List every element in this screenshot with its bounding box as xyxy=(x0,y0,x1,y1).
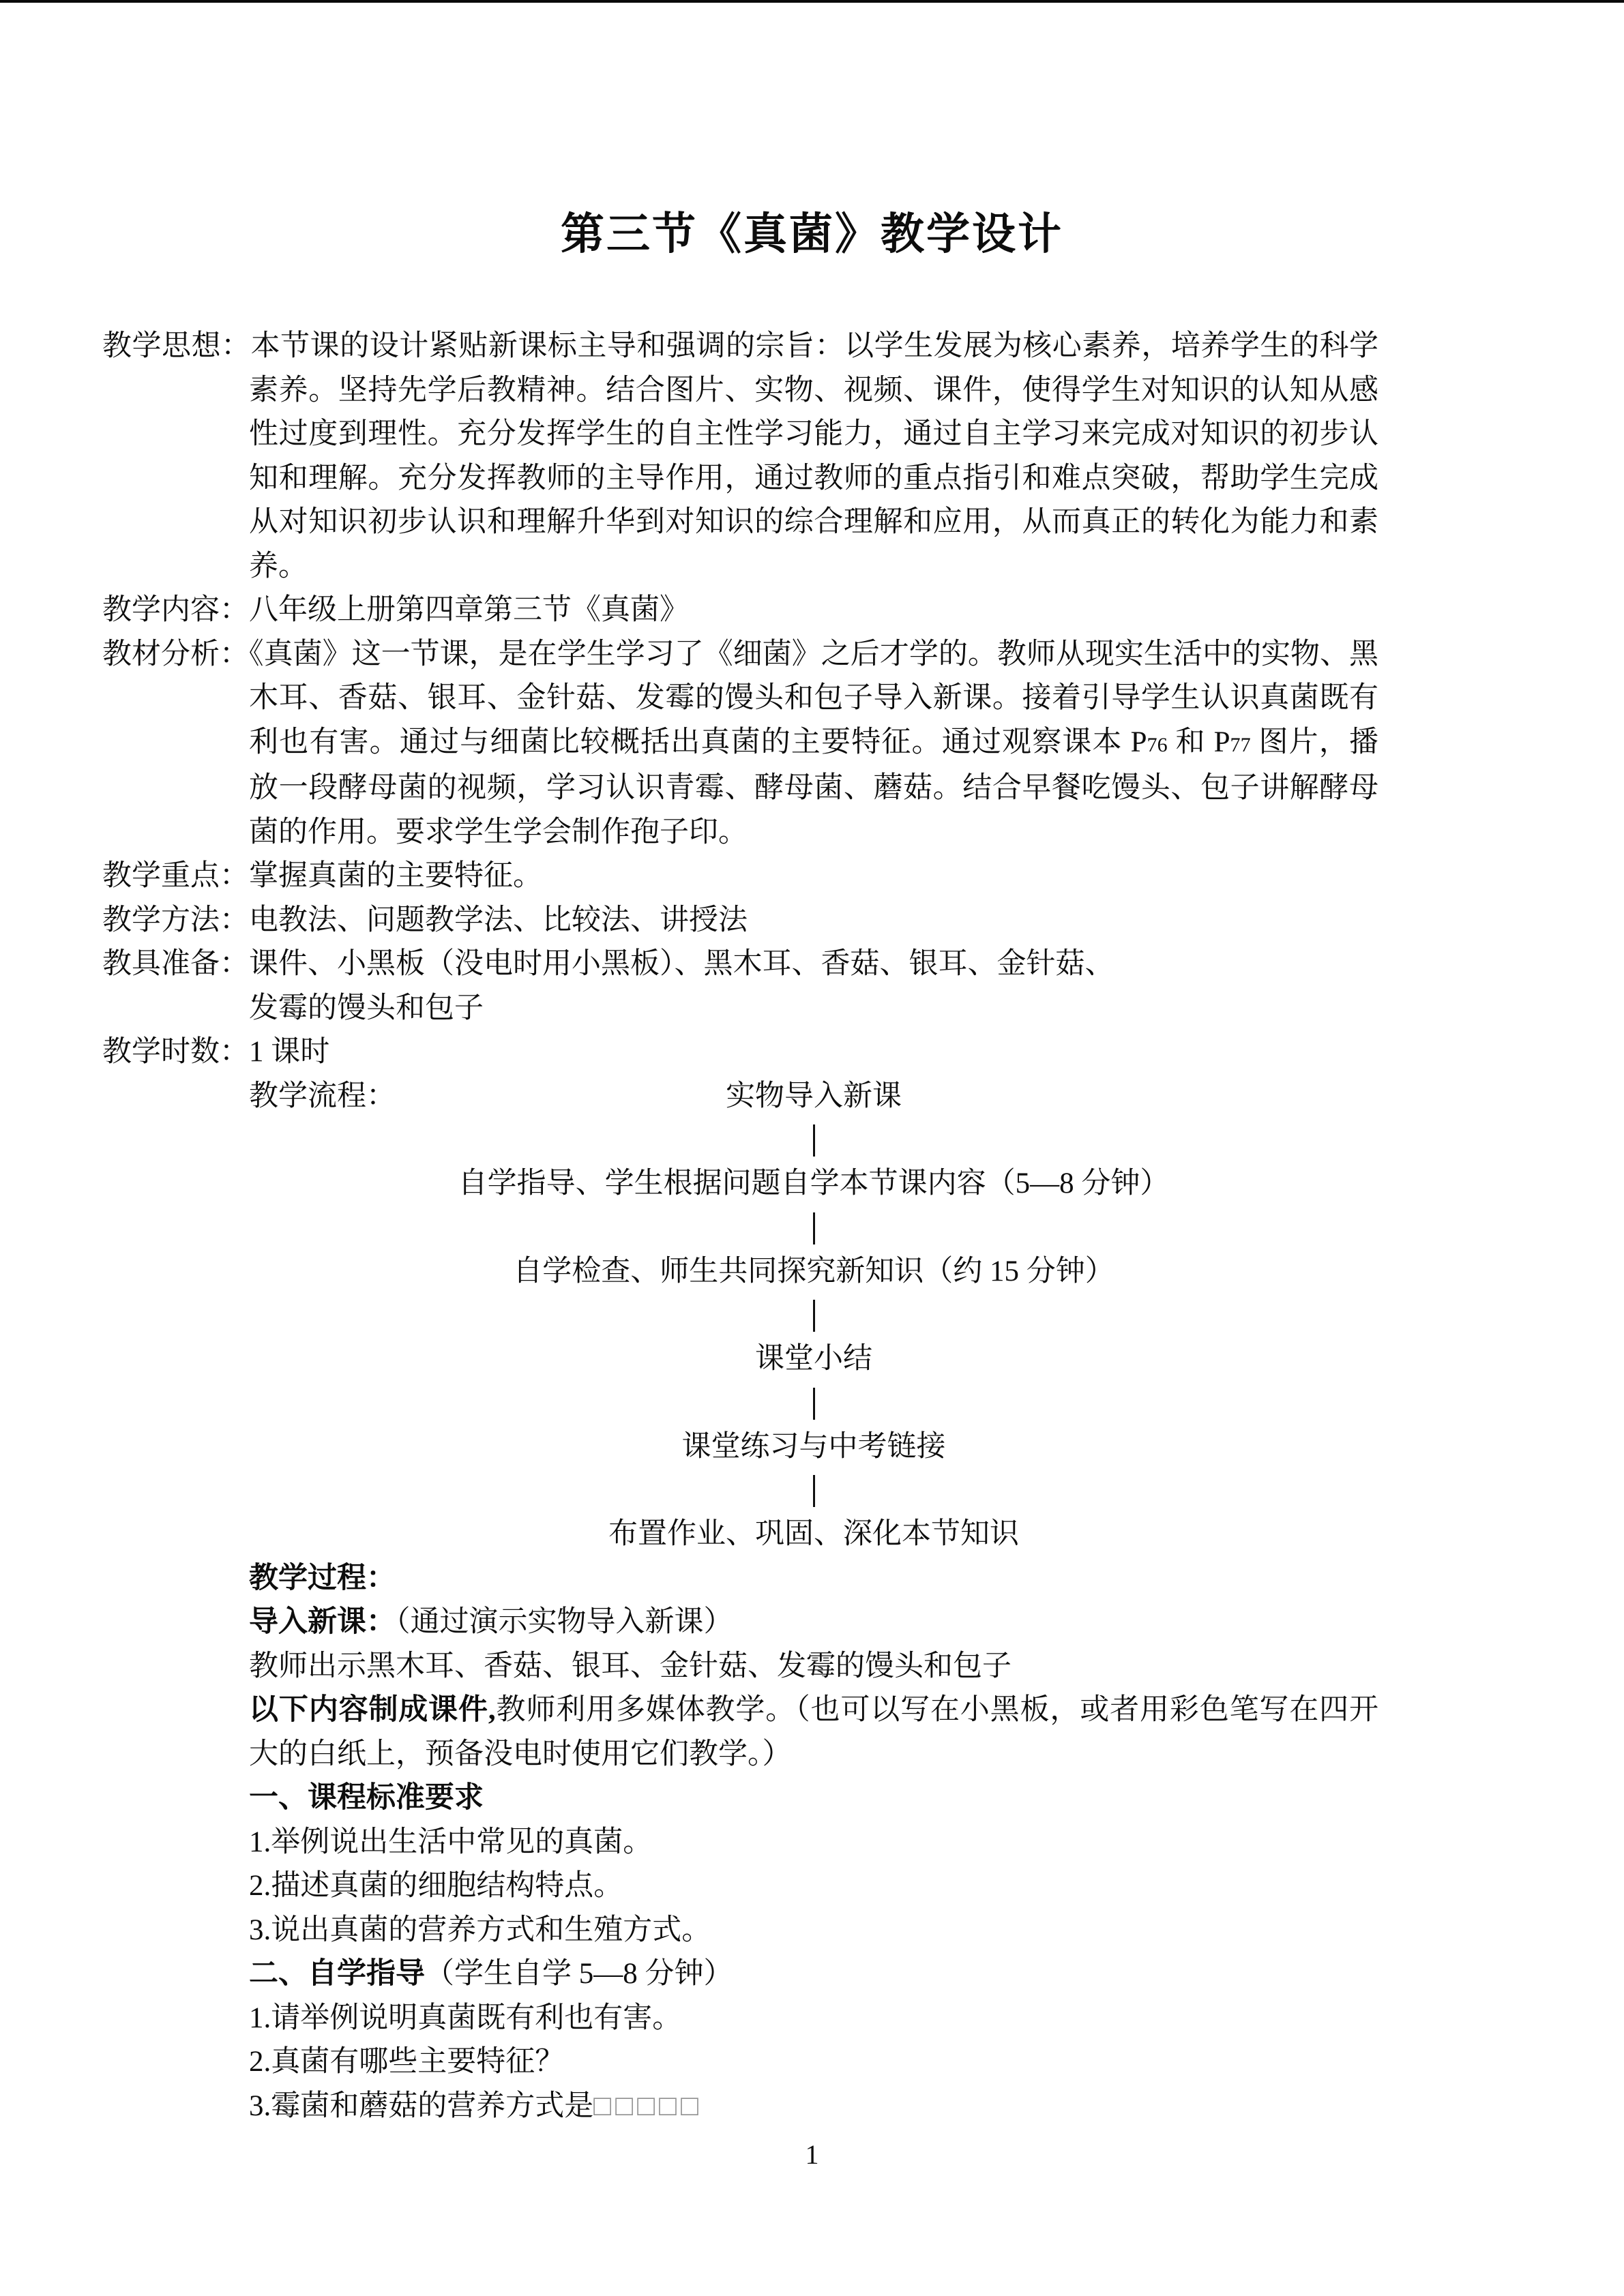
field-label-class-hours: 教学时数： xyxy=(102,1036,249,1068)
flow-step-5: 课堂练习与中考链接 xyxy=(681,1430,946,1463)
field-label-teaching-aids: 教具准备： xyxy=(102,948,249,980)
para-class-hours xyxy=(102,1030,1378,1075)
flow-step-3: 自学检查、师生共同探究新知识（约 15 分钟） xyxy=(513,1255,1114,1287)
para-teaching-aids xyxy=(102,942,1378,1030)
heading-self-study-guide-row xyxy=(249,1952,1378,1997)
flow-connector-line xyxy=(813,1300,815,1332)
field-label-teaching-focus: 教学重点： xyxy=(102,860,249,892)
list-item-selfstudy-2: 2.真菌有哪些主要特征？ xyxy=(249,2046,565,2078)
para-teaching-philosophy xyxy=(102,325,1379,588)
field-label-teaching-methods: 教学方法： xyxy=(102,904,249,936)
field-text-teaching-philosophy: 本节课的设计紧贴新课标主导和强调的宗旨：以学生发展为核心素养，培养学生的科学素养。坚持先学后教精神。结合图片、实物、视频、课件，使得学生对知识的认知从感性过度到理性。充分发挥学生的自主性学习能力，通过自主学习来完成对知识的初步认知和理解。充分发挥教师的主导作用，通过教师的重点指引和难点突破，帮助学生完成从对知识初步认识和理解升华到对知识的综合理解和应用，从而真正的转化为能力和素养。 xyxy=(249,330,1379,582)
heading-teaching-process: 教学过程： xyxy=(249,1562,396,1594)
courseware-note-bold: 以下内容制成课件, xyxy=(249,1694,496,1726)
teaching-flow-chart xyxy=(249,1075,1378,1557)
flow-connector-line xyxy=(813,1124,815,1157)
field-text-textbook-analysis-2: 和 P xyxy=(1167,726,1230,758)
field-text-teaching-content: 八年级上册第四章第三节《真菌》 xyxy=(249,594,689,626)
field-text-teaching-aids-line2: 发霉的馒头和包子 xyxy=(249,992,484,1024)
lesson-intro-text: （通过演示实物导入新课） xyxy=(396,1606,733,1638)
para-teaching-content xyxy=(102,588,1378,633)
flow-connector-line xyxy=(813,1475,815,1507)
field-label-teaching-content: 教学内容： xyxy=(102,594,249,626)
flow-step-row-4 xyxy=(249,1337,1378,1382)
para-teaching-methods xyxy=(102,899,1378,943)
heading-curriculum-standards: 一、课程标准要求 xyxy=(249,1782,484,1814)
para-courseware-note xyxy=(249,1688,1378,1776)
self-study-guide-note: （学生自学 5—8 分钟） xyxy=(425,1958,733,1990)
para-teacher-show: 教师出示黑木耳、香菇、银耳、金针菇、发霉的馒头和包子 xyxy=(249,1650,1012,1682)
list-item-standard-2: 2.描述真菌的细胞结构特点。 xyxy=(249,1870,623,1902)
list-item-selfstudy-3 xyxy=(249,2085,1378,2129)
field-text-textbook-analysis-1: 《真菌》这一节课，是在学生学习了《细菌》之后才学的。教师从现实生活中的实物、黑木耳、香菇、银耳、金针菇、发霉的馒头和包子导入新课。接着引导学生认识真菌既有利也有害。通过与细菌比较概括出真菌的主要特征。通过观察课本 P xyxy=(249,638,1379,758)
selfstudy-3-text: 3.霉菌和蘑菇的营养方式是 xyxy=(249,2089,594,2122)
flow-step-4: 课堂小结 xyxy=(755,1343,872,1375)
field-text-teaching-methods: 电教法、问题教学法、比较法、讲授法 xyxy=(249,904,748,936)
list-item-selfstudy-1: 1.请举例说明真菌既有利也有害。 xyxy=(249,2001,682,2034)
para-teaching-focus xyxy=(102,854,1378,899)
flow-step-row-5 xyxy=(249,1425,1378,1470)
field-text-teaching-aids-line1: 课件、小黑板（没电时用小黑板）、黑木耳、香菇、银耳、金针菇、 xyxy=(249,948,1114,980)
list-item-standard-3: 3.说出真菌的营养方式和生殖方式。 xyxy=(249,1913,711,1946)
flow-step-1: 实物导入新课 xyxy=(726,1079,902,1112)
field-label-teaching-flow: 教学流程： xyxy=(249,1079,396,1112)
field-label-teaching-philosophy: 教学思想： xyxy=(102,330,251,362)
flow-step-2: 自学指导、学生根据问题自学本节课内容（5—8 分钟） xyxy=(458,1167,1170,1199)
para-lesson-intro xyxy=(249,1600,1378,1645)
field-label-textbook-analysis: 教材分析： xyxy=(102,638,250,670)
courseware-note-text: 教师利用多媒体教学。（也可以写在小黑板，或者用彩色笔写在四开大的白纸上，预备没电时使用它们教学。） xyxy=(249,1694,1379,1770)
lesson-intro-label: 导入新课： xyxy=(249,1606,396,1638)
page-ref-77: 77 xyxy=(1230,732,1251,756)
page-number: 1 xyxy=(805,2139,819,2170)
flow-connector-line xyxy=(813,1212,815,1244)
flow-step-row-2 xyxy=(249,1162,1378,1206)
field-text-class-hours: 1 课时 xyxy=(249,1036,330,1068)
field-text-teaching-focus: 掌握真菌的主要特征。 xyxy=(249,860,542,892)
page-ref-76: 76 xyxy=(1147,732,1168,756)
field-text-textbook-analysis-3: 图片，播放一段酵母菌的视频，学习认识青霉、酵母菌、蘑菇。结合早餐吃馒头、包子讲解酵母菌的作用。要求学生学会制作孢子印。 xyxy=(249,726,1379,848)
flow-step-6: 布置作业、巩固、深化本节知识 xyxy=(608,1518,1019,1550)
flow-step-row-3 xyxy=(249,1250,1378,1294)
document-body xyxy=(102,325,1379,2128)
heading-self-study-guide: 二、自学指导 xyxy=(249,1958,425,1990)
document-title: 第三节《真菌》教学设计 xyxy=(561,210,1063,258)
flow-step-row-1 xyxy=(249,1075,1378,1119)
fill-in-blanks: □□□□□ xyxy=(593,2089,703,2122)
list-item-standard-1: 1.举例说出生活中常见的真菌。 xyxy=(249,1825,653,1858)
flow-step-row-6 xyxy=(249,1512,1378,1557)
flow-connector-line xyxy=(813,1388,815,1420)
para-textbook-analysis xyxy=(102,633,1379,855)
page-top-edge-line xyxy=(0,0,1624,3)
